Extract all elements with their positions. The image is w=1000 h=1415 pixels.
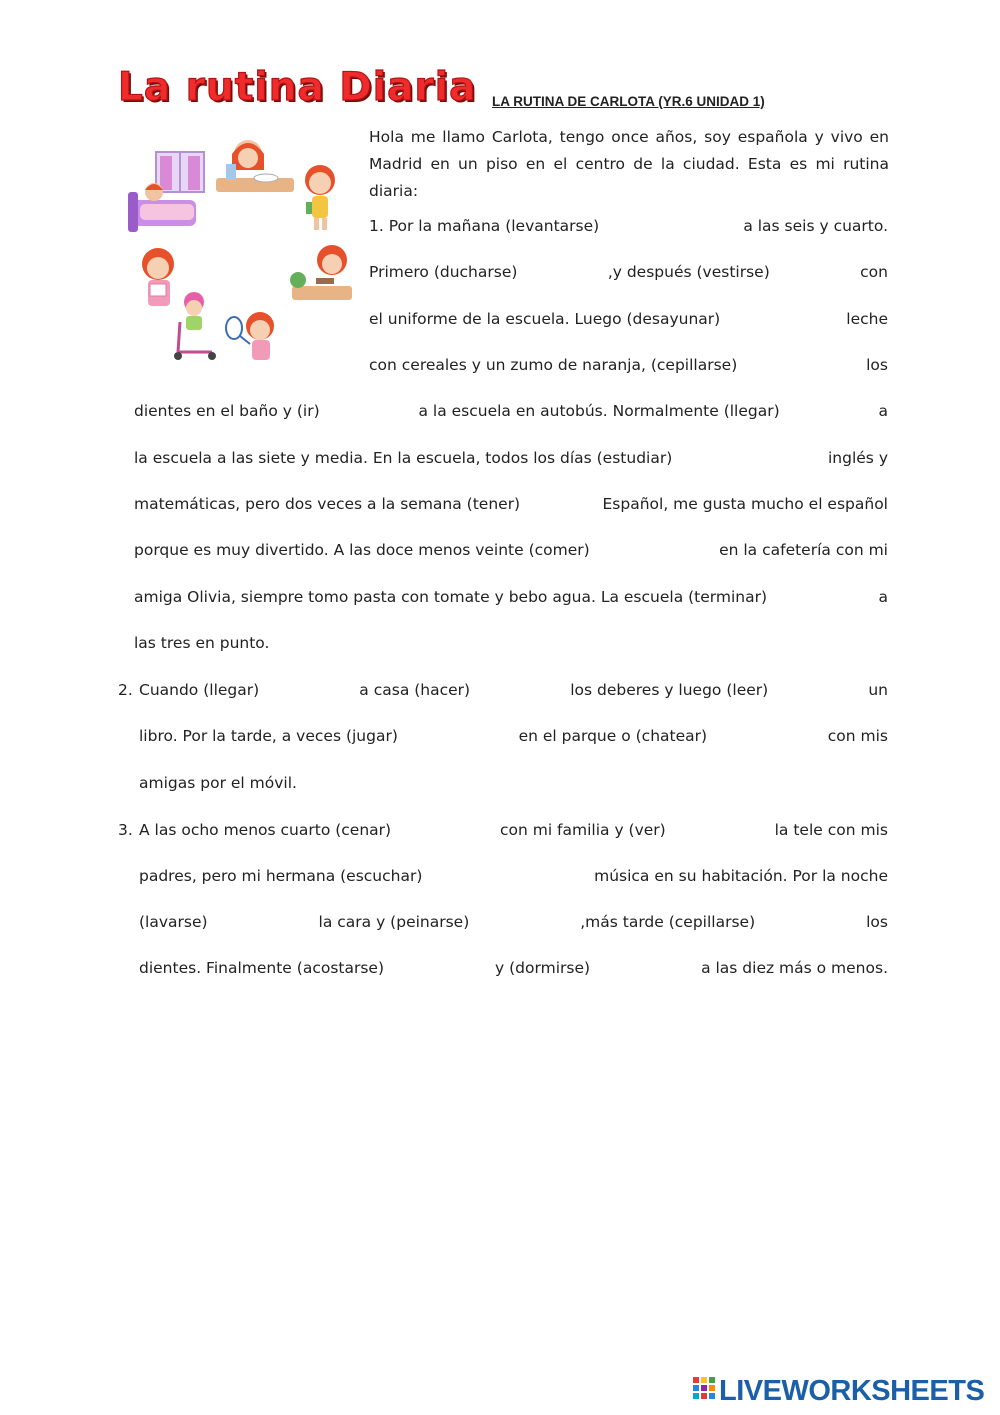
section1-line	[369, 356, 888, 378]
line-text-segment: el uniforme de la escuela. Luego (desayunar)	[369, 310, 721, 328]
liveworksheets-logo	[693, 1375, 984, 1407]
line-text-segment: música en su habitación. Por la noche	[594, 867, 888, 885]
line-text-segment: a la escuela en autobús. Normalmente (llegar)	[418, 402, 780, 420]
line-text-segment: dientes. Finalmente (acostarse)	[139, 959, 385, 977]
line-text-segment: (lavarse)	[139, 913, 208, 931]
school-girl-image	[305, 165, 335, 230]
line-text-segment: Cuando (llegar)	[139, 681, 260, 699]
line-text-segment: la tele con mis	[774, 821, 888, 839]
section-2-number: 2.	[118, 681, 133, 699]
worksheet-title: La rutina Diaria	[118, 65, 477, 110]
bed-scene-image	[128, 152, 204, 232]
line-text-segment: en el parque o (chatear)	[518, 727, 708, 745]
liveworksheets-logo-icon	[693, 1377, 715, 1405]
line-text-segment: amiga Olivia, siempre tomo pasta con tomate y bebo agua. La escuela (terminar)	[134, 588, 768, 606]
section-3-number: 3.	[118, 821, 133, 839]
line-text-segment: en la cafetería con mi	[719, 541, 888, 559]
line-text-segment: a	[878, 588, 888, 606]
section2-line	[139, 774, 297, 796]
intro-paragraph: Hola me llamo Carlota, tengo once años, soy española y vivo en Madrid en un piso en el centro de la ciudad. Esta es mi rutina diaria:	[369, 128, 889, 200]
line-text-segment: matemáticas, pero dos veces a la semana (tener)	[134, 495, 521, 513]
section3-line	[139, 821, 888, 843]
line-text-segment: porque es muy divertido. A las doce menos veinte (comer)	[134, 541, 590, 559]
line-text-segment: 1. Por la mañana (levantarse)	[369, 217, 600, 235]
line-text-segment: a las seis y cuarto.	[743, 217, 888, 235]
section1-line	[134, 402, 888, 424]
line-text-segment: los	[866, 913, 888, 931]
section1-line	[134, 449, 888, 471]
line-text-segment: ,y después (vestirse)	[607, 263, 770, 281]
line-text-segment: la cara y (peinarse)	[318, 913, 470, 931]
section1-line	[369, 263, 888, 285]
line-text-segment: con mis	[827, 727, 888, 745]
line-text-segment: la escuela a las siete y media. En la escuela, todos los días (estudiar)	[134, 449, 673, 467]
line-text-segment: con cereales y un zumo de naranja, (cepillarse)	[369, 356, 738, 374]
section2-line	[139, 681, 888, 703]
line-text-segment: inglés y	[828, 449, 888, 467]
line-text-segment: con	[860, 263, 888, 281]
line-text-segment: dientes en el baño y (ir)	[134, 402, 320, 420]
line-text-segment: los	[866, 356, 888, 374]
section3-line	[139, 913, 888, 935]
line-text-segment: A las ocho menos cuarto (cenar)	[139, 821, 392, 839]
breakfast-scene-image	[216, 140, 294, 192]
section2-line	[139, 727, 888, 749]
line-text-segment: y (dormirse)	[495, 959, 591, 977]
line-text-segment: padres, pero mi hermana (escuchar)	[139, 867, 423, 885]
section3-line	[139, 959, 888, 981]
line-text-segment: Primero (ducharse)	[369, 263, 518, 281]
line-text-segment: los deberes y luego (leer)	[570, 681, 769, 699]
line-text-segment: a las diez más o menos.	[701, 959, 888, 977]
section1-line	[369, 217, 888, 239]
section1-line	[134, 634, 269, 656]
line-text-segment: las tres en punto.	[134, 634, 270, 652]
line-text-segment: libro. Por la tarde, a veces (jugar)	[139, 727, 398, 745]
line-text-segment: un	[868, 681, 888, 699]
section1-line	[134, 541, 888, 563]
reading-girl-image	[142, 248, 174, 306]
line-text-segment: con mi familia y (ver)	[499, 821, 666, 839]
lunch-scene-image	[290, 245, 352, 300]
section1-line	[134, 588, 888, 610]
tennis-girl-image	[226, 312, 274, 360]
line-text-segment: a casa (hacer)	[359, 681, 471, 699]
line-text-segment: leche	[846, 310, 888, 328]
scooter-girl-image	[174, 292, 216, 360]
line-text-segment: Español, me gusta mucho el español	[602, 495, 888, 513]
line-text-segment: ,más tarde (cepillarse)	[580, 913, 756, 931]
line-text-segment: a	[878, 402, 888, 420]
liveworksheets-logo-text: LIVEWORKSHEETS	[719, 1374, 985, 1407]
worksheet-subtitle: LA RUTINA DE CARLOTA (YR.6 UNIDAD 1)	[492, 94, 765, 109]
line-text-segment: amigas por el móvil.	[139, 774, 297, 792]
section1-line	[134, 495, 888, 517]
section3-line	[139, 867, 888, 889]
daily-routine-illustration	[120, 130, 360, 370]
section1-line	[369, 310, 888, 332]
